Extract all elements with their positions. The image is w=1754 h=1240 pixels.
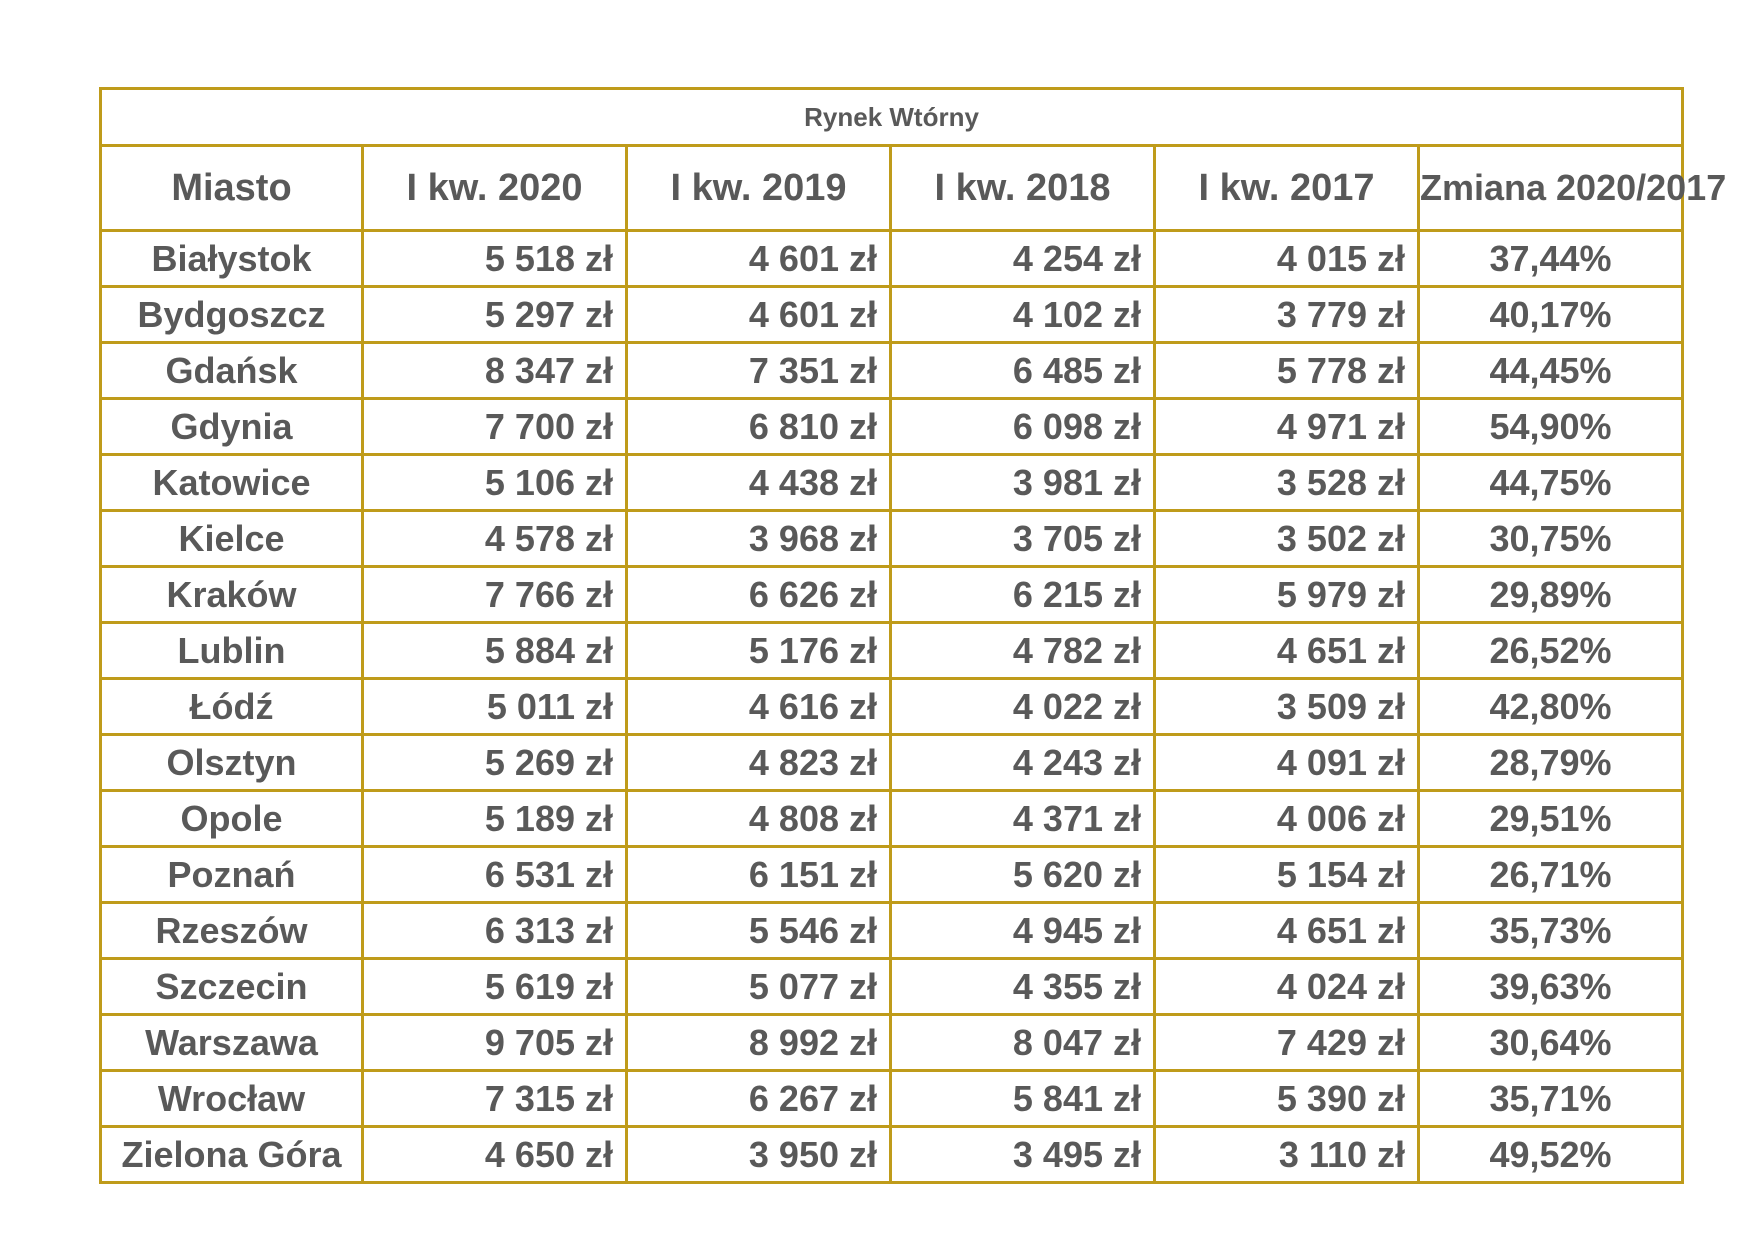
q1-2020-cell: 6 531 zł — [363, 847, 627, 903]
q1-2017-cell: 5 154 zł — [1155, 847, 1419, 903]
city-cell: Gdynia — [101, 399, 363, 455]
q1-2019-cell: 8 992 zł — [627, 1015, 891, 1071]
q1-2018-cell: 4 945 zł — [891, 903, 1155, 959]
city-cell: Szczecin — [101, 959, 363, 1015]
q1-2018-cell: 3 495 zł — [891, 1127, 1155, 1183]
table-row — [101, 455, 1683, 511]
city-cell: Gdańsk — [101, 343, 363, 399]
table-body — [101, 231, 1683, 1183]
q1-2018-cell: 5 620 zł — [891, 847, 1155, 903]
header-city: Miasto — [101, 146, 363, 231]
q1-2017-cell: 5 390 zł — [1155, 1071, 1419, 1127]
change-cell: 26,52% — [1419, 623, 1683, 679]
change-cell: 39,63% — [1419, 959, 1683, 1015]
q1-2020-cell: 7 700 zł — [363, 399, 627, 455]
table-row — [101, 679, 1683, 735]
change-cell: 30,75% — [1419, 511, 1683, 567]
q1-2018-cell: 5 841 zł — [891, 1071, 1155, 1127]
q1-2018-cell: 6 098 zł — [891, 399, 1155, 455]
table-row — [101, 511, 1683, 567]
q1-2018-cell: 4 254 zł — [891, 231, 1155, 287]
q1-2020-cell: 5 189 zł — [363, 791, 627, 847]
q1-2019-cell: 5 546 zł — [627, 903, 891, 959]
header-q1-2018: I kw. 2018 — [891, 146, 1155, 231]
table-row — [101, 287, 1683, 343]
change-cell: 42,80% — [1419, 679, 1683, 735]
q1-2019-cell: 6 267 zł — [627, 1071, 891, 1127]
table-row — [101, 735, 1683, 791]
table-row — [101, 903, 1683, 959]
q1-2017-cell: 3 779 zł — [1155, 287, 1419, 343]
q1-2019-cell: 5 077 zł — [627, 959, 891, 1015]
change-cell: 29,89% — [1419, 567, 1683, 623]
q1-2018-cell: 6 215 zł — [891, 567, 1155, 623]
q1-2020-cell: 5 884 zł — [363, 623, 627, 679]
q1-2018-cell: 4 782 zł — [891, 623, 1155, 679]
table-row — [101, 959, 1683, 1015]
q1-2020-cell: 4 650 zł — [363, 1127, 627, 1183]
change-cell: 35,73% — [1419, 903, 1683, 959]
city-cell: Opole — [101, 791, 363, 847]
header-change: Zmiana 2020/2017 — [1419, 146, 1683, 231]
q1-2020-cell: 5 297 zł — [363, 287, 627, 343]
q1-2020-cell: 4 578 zł — [363, 511, 627, 567]
change-cell: 44,75% — [1419, 455, 1683, 511]
q1-2018-cell: 4 243 zł — [891, 735, 1155, 791]
price-table — [99, 87, 1727, 1184]
city-cell: Warszawa — [101, 1015, 363, 1071]
q1-2019-cell: 4 823 zł — [627, 735, 891, 791]
q1-2017-cell: 4 015 zł — [1155, 231, 1419, 287]
city-cell: Zielona Góra — [101, 1127, 363, 1183]
q1-2019-cell: 7 351 zł — [627, 343, 891, 399]
q1-2017-cell: 4 651 zł — [1155, 623, 1419, 679]
q1-2018-cell: 8 047 zł — [891, 1015, 1155, 1071]
q1-2020-cell: 5 106 zł — [363, 455, 627, 511]
q1-2017-cell: 7 429 zł — [1155, 1015, 1419, 1071]
change-cell: 40,17% — [1419, 287, 1683, 343]
q1-2019-cell: 3 950 zł — [627, 1127, 891, 1183]
q1-2019-cell: 6 151 zł — [627, 847, 891, 903]
q1-2017-cell: 5 979 zł — [1155, 567, 1419, 623]
city-cell: Łódź — [101, 679, 363, 735]
q1-2019-cell: 4 601 zł — [627, 287, 891, 343]
q1-2020-cell: 5 518 zł — [363, 231, 627, 287]
city-cell: Białystok — [101, 231, 363, 287]
q1-2020-cell: 8 347 zł — [363, 343, 627, 399]
q1-2017-cell: 3 502 zł — [1155, 511, 1419, 567]
q1-2019-cell: 4 601 zł — [627, 231, 891, 287]
q1-2017-cell: 4 651 zł — [1155, 903, 1419, 959]
q1-2017-cell: 4 091 zł — [1155, 735, 1419, 791]
q1-2020-cell: 5 011 zł — [363, 679, 627, 735]
q1-2018-cell: 3 981 zł — [891, 455, 1155, 511]
table-row — [101, 231, 1683, 287]
q1-2020-cell: 5 269 zł — [363, 735, 627, 791]
city-cell: Katowice — [101, 455, 363, 511]
table-row — [101, 1127, 1683, 1183]
city-cell: Lublin — [101, 623, 363, 679]
change-cell: 44,45% — [1419, 343, 1683, 399]
q1-2018-cell: 4 355 zł — [891, 959, 1155, 1015]
q1-2017-cell: 5 778 zł — [1155, 343, 1419, 399]
header-row — [101, 146, 1683, 231]
q1-2020-cell: 6 313 zł — [363, 903, 627, 959]
q1-2019-cell: 5 176 zł — [627, 623, 891, 679]
table-title: Rynek Wtórny — [101, 89, 1683, 146]
title-row — [101, 89, 1683, 146]
q1-2018-cell: 4 022 zł — [891, 679, 1155, 735]
q1-2017-cell: 3 509 zł — [1155, 679, 1419, 735]
city-cell: Bydgoszcz — [101, 287, 363, 343]
change-cell: 28,79% — [1419, 735, 1683, 791]
table-row — [101, 1071, 1683, 1127]
q1-2017-cell: 3 110 zł — [1155, 1127, 1419, 1183]
city-cell: Wrocław — [101, 1071, 363, 1127]
change-cell: 54,90% — [1419, 399, 1683, 455]
q1-2017-cell: 4 024 zł — [1155, 959, 1419, 1015]
q1-2018-cell: 6 485 zł — [891, 343, 1155, 399]
change-cell: 30,64% — [1419, 1015, 1683, 1071]
q1-2019-cell: 6 626 zł — [627, 567, 891, 623]
table-row — [101, 399, 1683, 455]
table-row — [101, 567, 1683, 623]
q1-2019-cell: 3 968 zł — [627, 511, 891, 567]
change-cell: 37,44% — [1419, 231, 1683, 287]
city-cell: Rzeszów — [101, 903, 363, 959]
change-cell: 29,51% — [1419, 791, 1683, 847]
change-cell: 49,52% — [1419, 1127, 1683, 1183]
table-row — [101, 791, 1683, 847]
header-q1-2017: I kw. 2017 — [1155, 146, 1419, 231]
q1-2020-cell: 7 766 zł — [363, 567, 627, 623]
q1-2018-cell: 4 102 zł — [891, 287, 1155, 343]
header-q1-2019: I kw. 2019 — [627, 146, 891, 231]
q1-2019-cell: 4 616 zł — [627, 679, 891, 735]
q1-2020-cell: 7 315 zł — [363, 1071, 627, 1127]
table-row — [101, 1015, 1683, 1071]
q1-2017-cell: 3 528 zł — [1155, 455, 1419, 511]
city-cell: Olsztyn — [101, 735, 363, 791]
q1-2018-cell: 3 705 zł — [891, 511, 1155, 567]
q1-2017-cell: 4 971 zł — [1155, 399, 1419, 455]
city-cell: Poznań — [101, 847, 363, 903]
city-cell: Kraków — [101, 567, 363, 623]
q1-2017-cell: 4 006 zł — [1155, 791, 1419, 847]
q1-2019-cell: 6 810 zł — [627, 399, 891, 455]
q1-2019-cell: 4 438 zł — [627, 455, 891, 511]
q1-2019-cell: 4 808 zł — [627, 791, 891, 847]
q1-2018-cell: 4 371 zł — [891, 791, 1155, 847]
change-cell: 26,71% — [1419, 847, 1683, 903]
change-cell: 35,71% — [1419, 1071, 1683, 1127]
table-row — [101, 343, 1683, 399]
table-row — [101, 623, 1683, 679]
q1-2020-cell: 9 705 zł — [363, 1015, 627, 1071]
header-q1-2020: I kw. 2020 — [363, 146, 627, 231]
q1-2020-cell: 5 619 zł — [363, 959, 627, 1015]
city-cell: Kielce — [101, 511, 363, 567]
table-row — [101, 847, 1683, 903]
